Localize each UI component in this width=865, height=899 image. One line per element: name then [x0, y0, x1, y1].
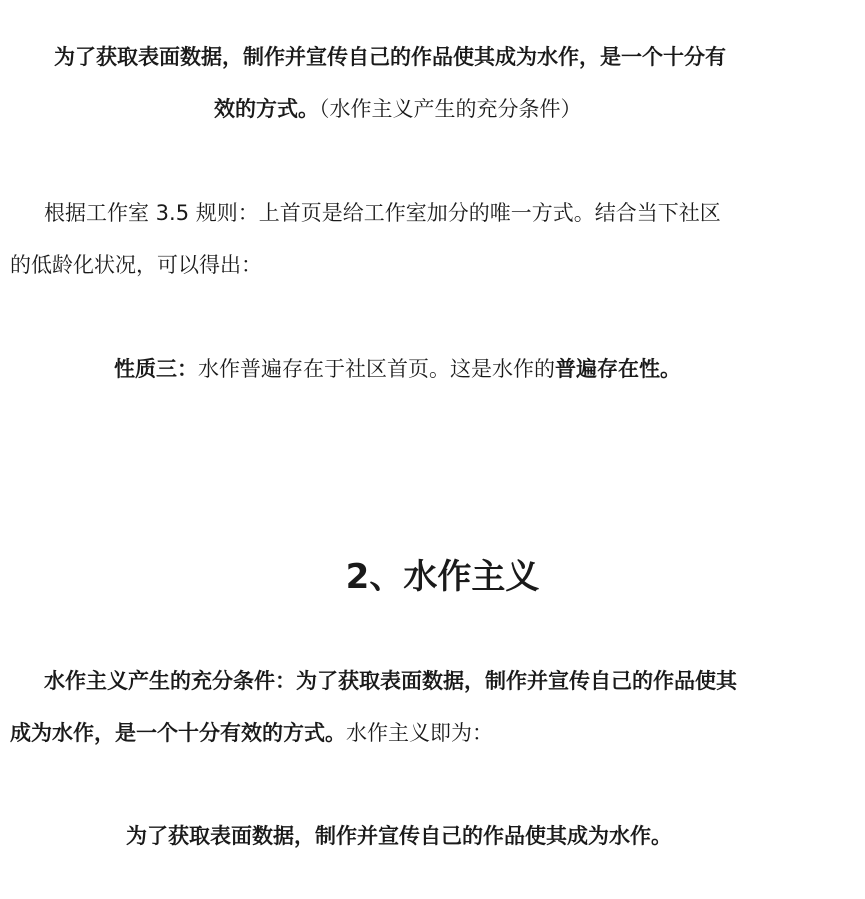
quote-line-2-bold: 效的方式。	[214, 96, 319, 121]
rule-paragraph-line-1: 根据工作室 3.5 规则：上首页是给工作室加分的唯一方式。结合当下社区	[44, 201, 721, 225]
section-heading: 2、水作主义	[345, 557, 540, 597]
property-three-statement	[114, 355, 681, 383]
definition-statement: 为了获取表面数据，制作并宣传自己的作品使其成为水作。	[126, 824, 672, 848]
definition-paragraph-line-2-regular: 水作主义即为：	[346, 721, 493, 745]
quote-line-2	[214, 95, 582, 123]
rule-paragraph-line-2: 的低龄化状况，可以得出：	[10, 253, 262, 277]
definition-paragraph-line-1: 水作主义产生的充分条件：为了获取表面数据，制作并宣传自己的作品使其	[44, 669, 737, 693]
quote-line-2-note: （水作主义产生的充分条件）	[319, 97, 582, 121]
property-three-label: 性质三：	[114, 357, 198, 381]
definition-paragraph-line-2	[10, 719, 493, 747]
property-three-text: 水作普遍存在于社区首页。这是水作的	[198, 357, 555, 381]
property-three-emphasis: 普遍存在性。	[555, 357, 681, 381]
quote-line-1: 为了获取表面数据，制作并宣传自己的作品使其成为水作，是一个十分有	[54, 44, 726, 69]
definition-paragraph-line-2-bold: 成为水作，是一个十分有效的方式。	[10, 721, 346, 745]
